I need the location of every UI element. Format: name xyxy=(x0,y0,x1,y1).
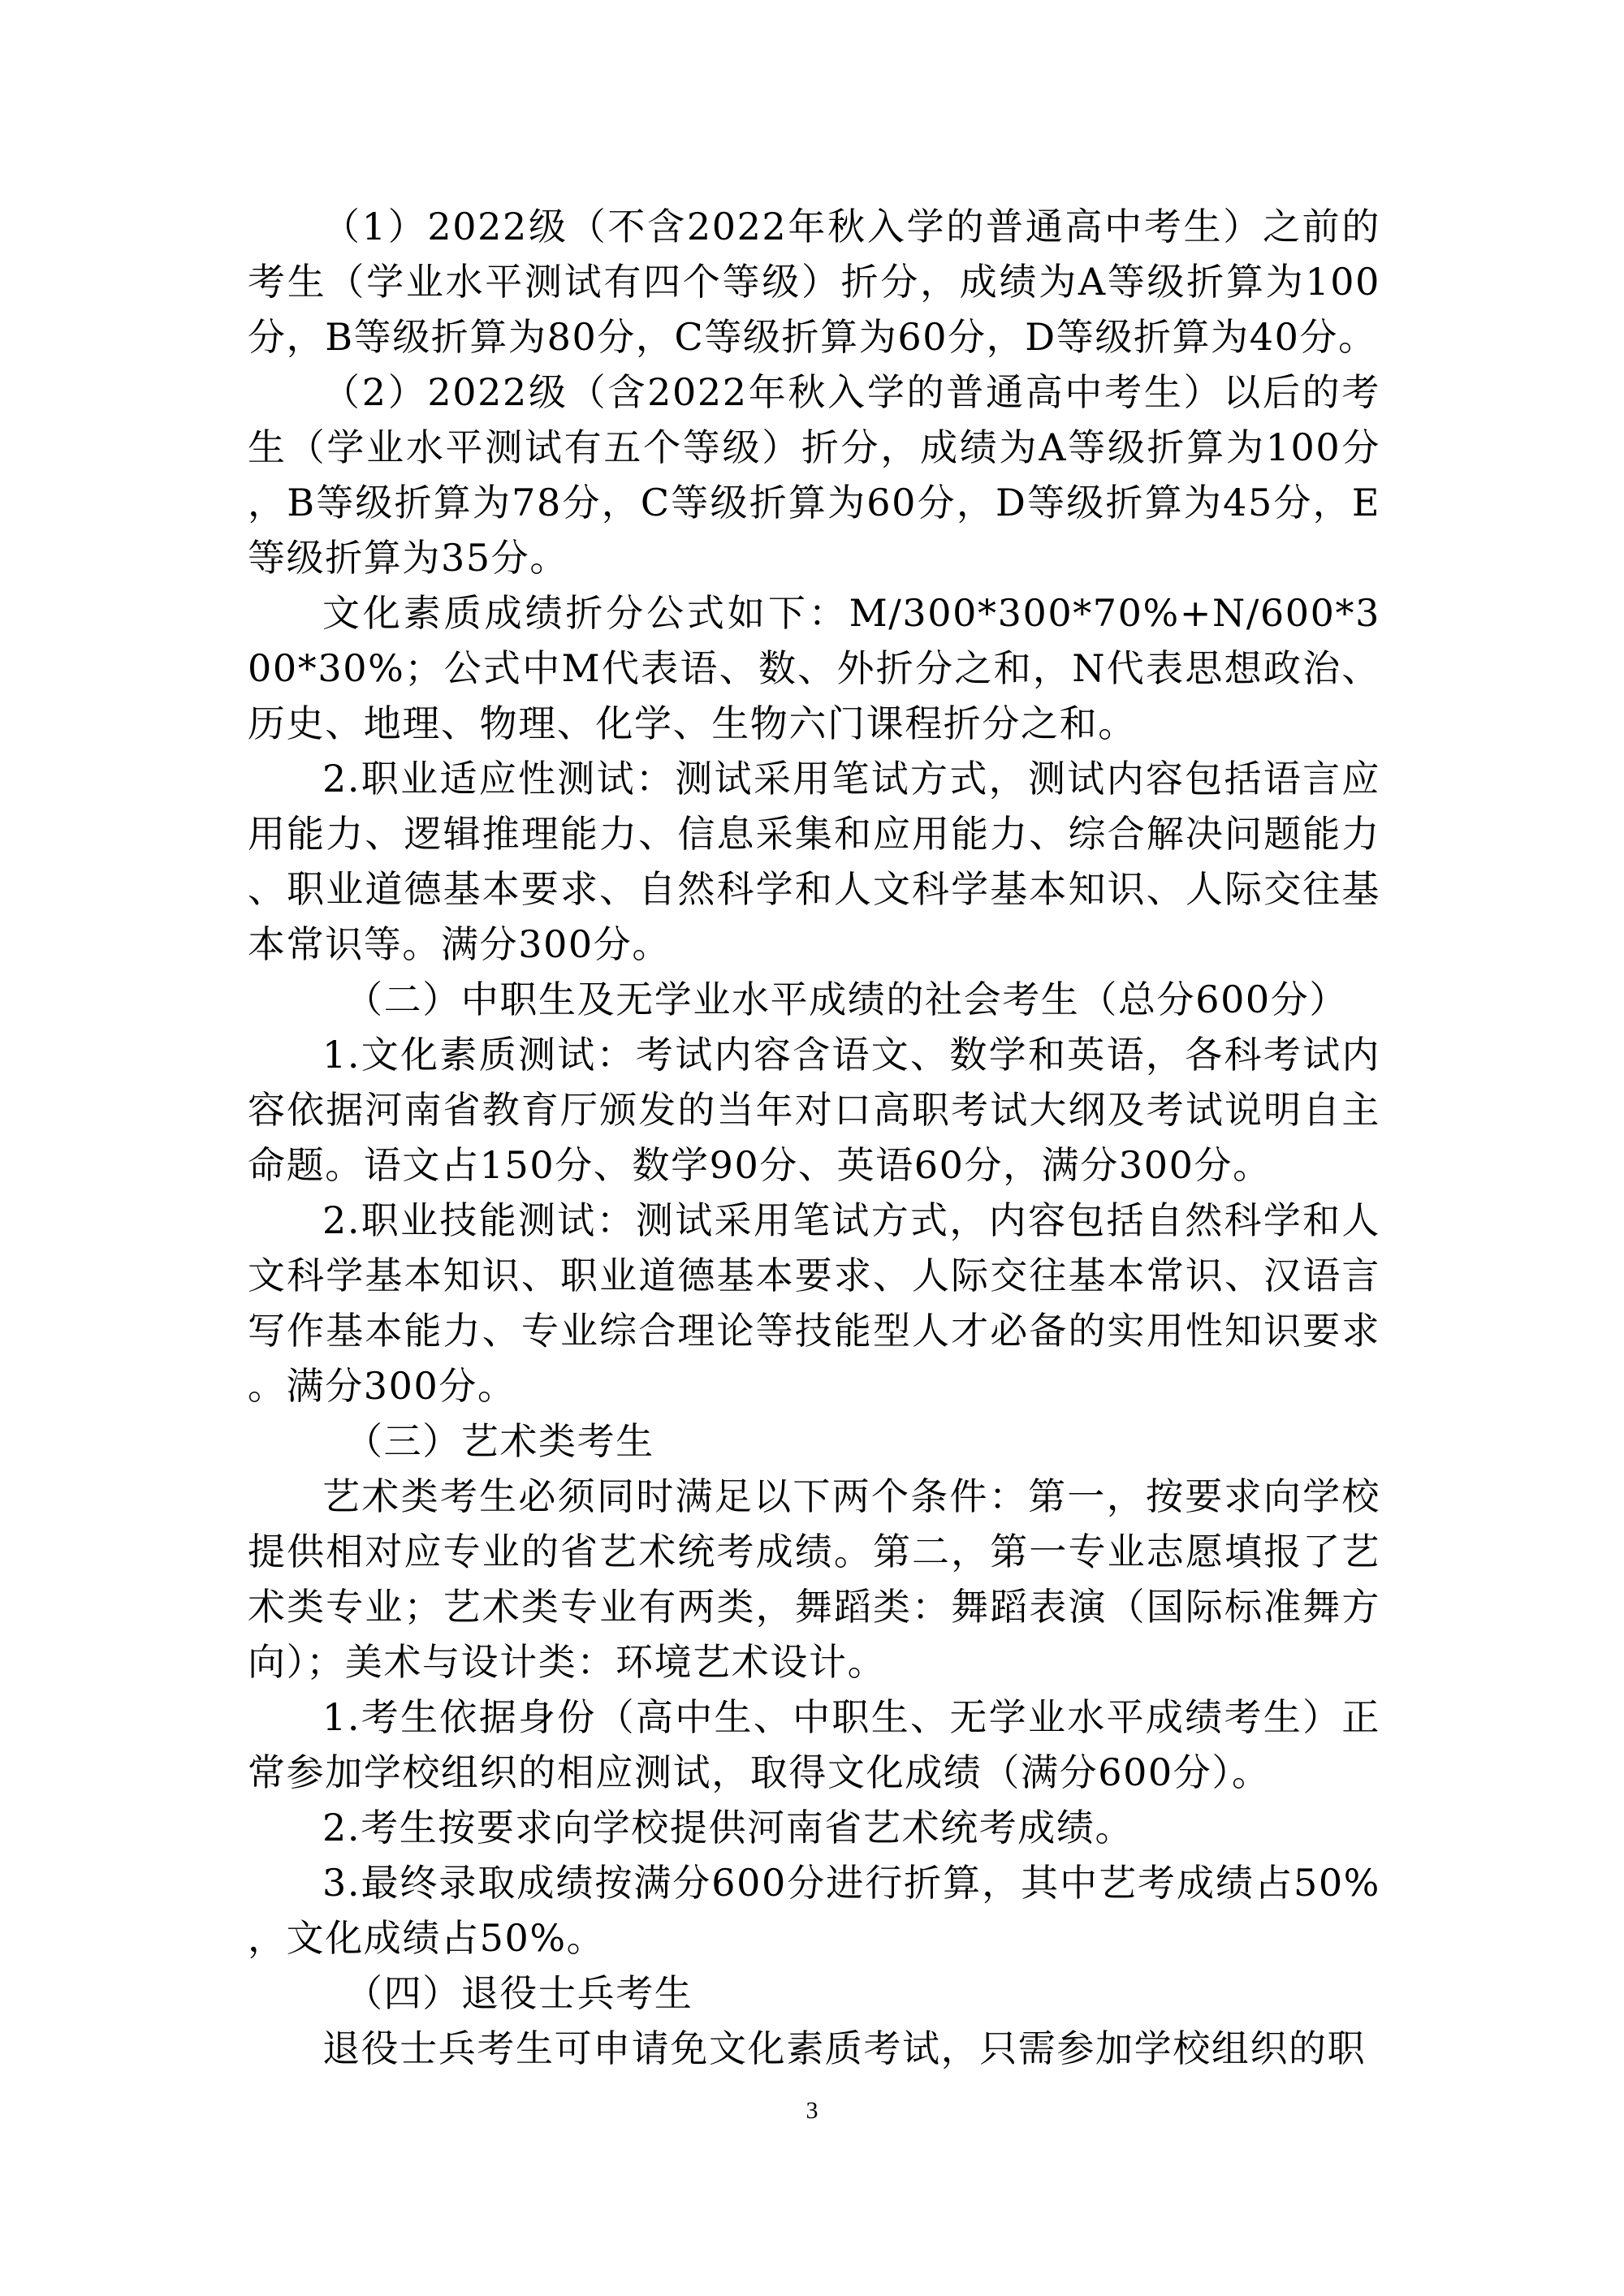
section-heading-secondary-vocational: （二）中职生及无学业水平成绩的社会考生（总分600分） xyxy=(345,978,1348,1021)
document-body xyxy=(248,199,1380,2076)
paragraph-art-step-3: 3.最终录取成绩按满分600分进行折算，其中艺考成绩占50%，文化成绩占50%。 xyxy=(248,1861,1380,1960)
paragraph-art-step-1: 1.考生依据身份（高中生、中职生、无学业水平成绩考生）正常参加学校组织的相应测试，取得文化成绩（满分600分）。 xyxy=(248,1695,1380,1794)
paragraph-vocational-skill-test: 2.职业技能测试：测试采用笔试方式，内容包括自然科学和人文科学基本知识、职业道德基本要求、人际交往基本常识、汉语言写作基本能力、专业综合理论等技能型人才必备的实用性知识要求。满分300分。 xyxy=(248,1198,1380,1408)
paragraph-cultural-quality-test: 1.文化素质测试：考试内容含语文、数学和英语，各科考试内容依据河南省教育厅颁发的当年对口高职考试大纲及考试说明自主命题。语文占150分、数学90分、英语60分，满分300分。 xyxy=(248,1033,1380,1187)
paragraph-veterans: 退役士兵考生可申请免文化素质考试，只需参加学校组织的职 xyxy=(322,2026,1367,2070)
paragraph-art-conditions: 艺术类考生必须同时满足以下两个条件：第一，按要求向学校提供相对应专业的省艺术统考成绩。第二，第一专业志愿填报了艺术类专业；艺术类专业有两类，舞蹈类：舞蹈表演（国际标准舞方向）；美术与设计类：环境艺术设计。 xyxy=(248,1474,1380,1684)
paragraph-level-conversion-post-2022: （2）2022级（含2022年秋入学的普通高中考生）以后的考生（学业水平测试有五个等级）折分，成绩为A等级折算为100分，B等级折算为78分，C等级折算为60分，D等级折算为45分，E等级折算为35分。 xyxy=(248,370,1380,580)
paragraph-vocational-aptitude-test: 2.职业适应性测试：测试采用笔试方式，测试内容包括语言应用能力、逻辑推理能力、信息采集和应用能力、综合解决问题能力、职业道德基本要求、自然科学和人文科学基本知识、人际交往基本常识等。满分300分。 xyxy=(248,757,1380,966)
paragraph-level-conversion-pre-2022: （1）2022级（不含2022年秋入学的普通高中考生）之前的考生（学业水平测试有四个等级）折分，成绩为A等级折算为100分，B等级折算为80分，C等级折算为60分，D等级折算为40分。 xyxy=(248,205,1380,359)
paragraph-conversion-formula: 文化素质成绩折分公式如下：M/300*300*70%+N/600*300*30%；公式中M代表语、数、外折分之和，N代表思想政治、历史、地理、物理、化学、生物六门课程折分之和。 xyxy=(248,591,1380,745)
paragraph-art-step-2: 2.考生按要求向学校提供河南省艺术统考成绩。 xyxy=(322,1806,1134,1849)
page-number: 3 xyxy=(806,2097,818,2124)
section-heading-art-candidates: （三）艺术类考生 xyxy=(345,1419,654,1463)
section-heading-veterans: （四）退役士兵考生 xyxy=(345,1971,693,2015)
